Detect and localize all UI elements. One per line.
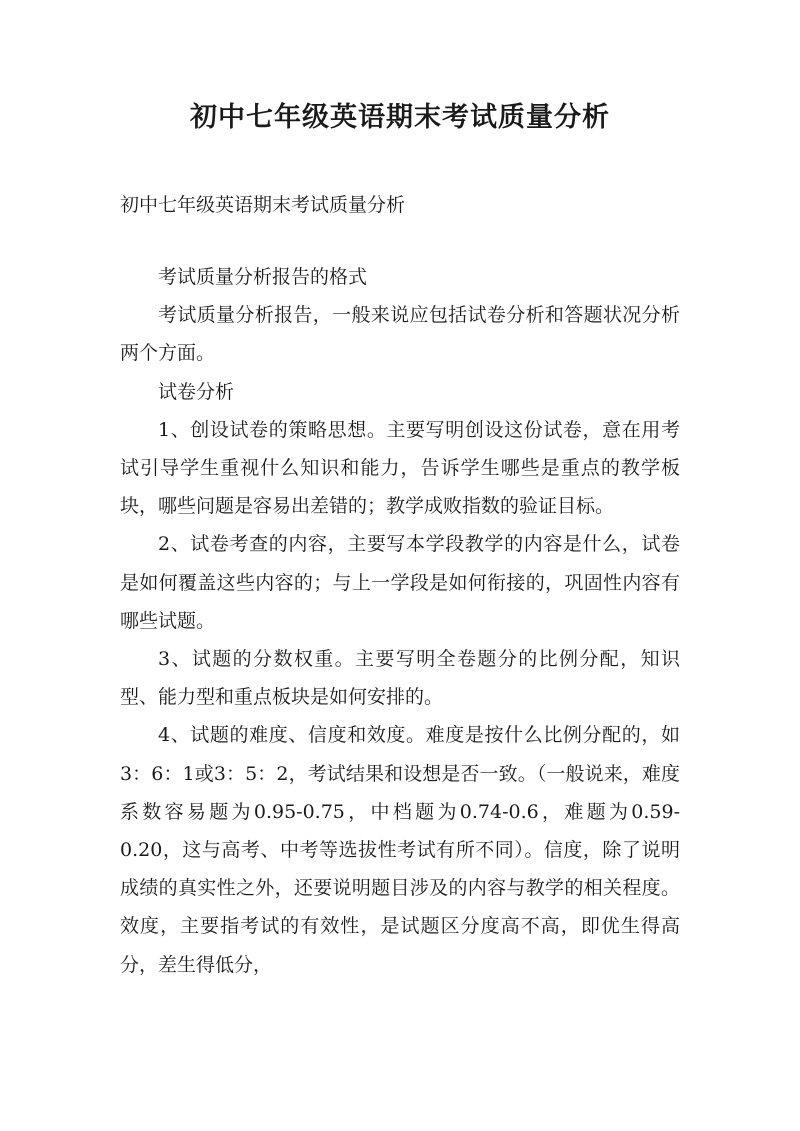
paragraph-item-1: 1、创设试卷的策略思想。主要写明创设这份试卷，意在用考试引导学生重视什么知识和能力，告诉学生哪些是重点的教学板块，哪些问题是容易出差错的；教学成败指数的验证目标。	[120, 418, 680, 518]
paragraph-item-2: 2、试卷考查的内容，主要写本学段教学的内容是什么，试卷是如何覆盖这些内容的；与上一学段是如何衔接的，巩固性内容有哪些试题。	[120, 533, 680, 632]
paragraph-report-intro: 考试质量分析报告，一般来说应包括试卷分析和答题状况分析两个方面。	[120, 304, 680, 365]
paragraph-item-4: 4、试题的难度、信度和效度。难度是按什么比例分配的，如3：6：1或3：5：2，考试结果和设想是否一致。（一般说来，难度系数容易题为0.95-0.75，中档题为0.74-0.6，难题为0.59-0.20，这与高考、中考等选拔性考试有所不同）。信度，除了说明成绩的真实性之外，还要说明题目涉及的内容与教学的相关程度。效度，主要指考试的有效性，是试题区分度高不高，即优生得高分，差生得低分，	[120, 724, 680, 976]
page-title: 初中七年级英语期末考试质量分析	[190, 102, 610, 133]
section-heading-report-format: 考试质量分析报告的格式	[158, 266, 368, 288]
paragraph-item-3: 3、试题的分数权重。主要写明全卷题分的比例分配，知识型、能力型和重点板块是如何安排的。	[120, 648, 680, 709]
section-heading-paper-analysis: 试卷分析	[158, 380, 235, 403]
document-subtitle: 初中七年级英语期末考试质量分析	[120, 194, 406, 216]
document-body	[120, 258, 680, 984]
